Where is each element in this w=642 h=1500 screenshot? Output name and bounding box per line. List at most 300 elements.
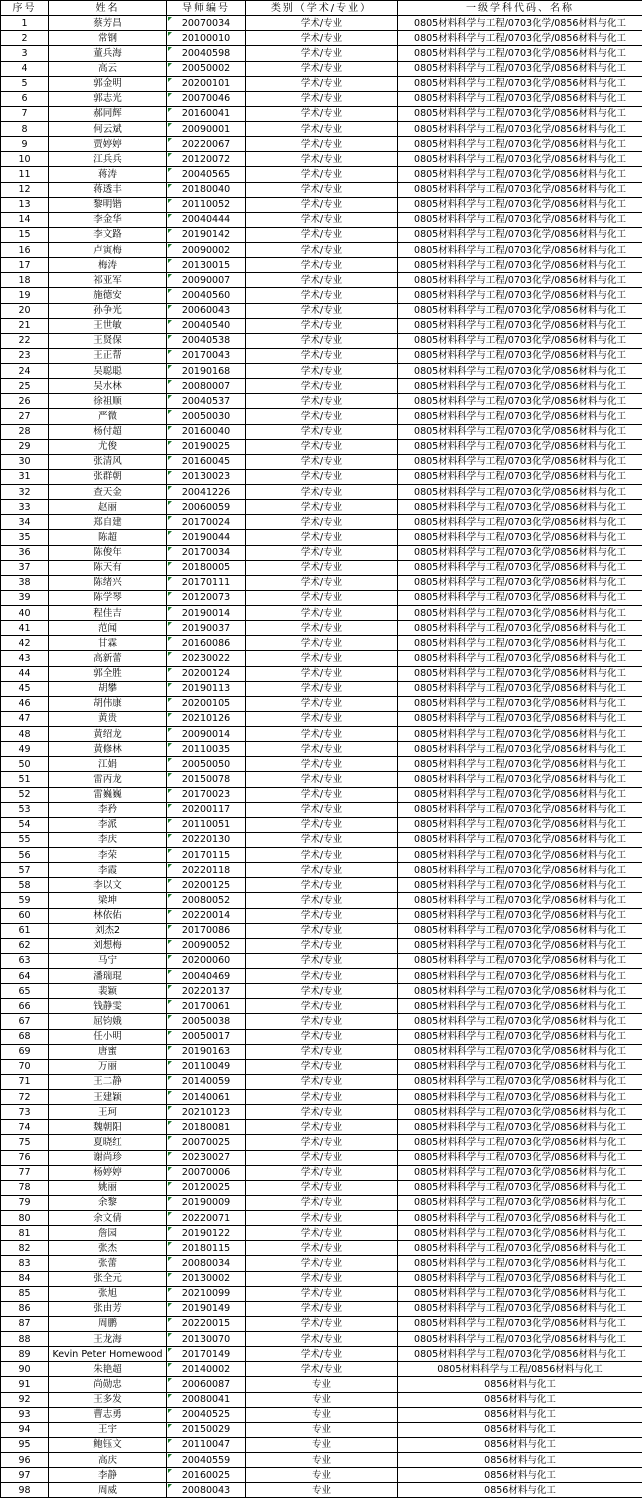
cell-name[interactable]: 常钢 [49,31,167,46]
cell-discipline[interactable]: 0805材料科学与工程/0703化学/0856材料与化工 [398,696,642,711]
cell-discipline[interactable]: 0805材料科学与工程/0703化学/0856材料与化工 [398,545,642,560]
cell-index[interactable]: 92 [1,1392,49,1407]
cell-advisor-id[interactable] [167,364,246,379]
cell-discipline[interactable]: 0805材料科学与工程/0703化学/0856材料与化工 [398,817,642,832]
cell-discipline[interactable]: 0805材料科学与工程/0703化学/0856材料与化工 [398,182,642,197]
cell-advisor-id[interactable] [167,530,246,545]
cell-category[interactable]: 专业 [246,1407,398,1422]
table-row[interactable] [1,787,642,802]
cell-advisor-id[interactable] [167,1468,246,1483]
cell-name[interactable]: 魏朝阳 [49,1120,167,1135]
cell-index[interactable]: 32 [1,485,49,500]
cell-discipline[interactable]: 0805材料科学与工程/0703化学/0856材料与化工 [398,999,642,1014]
cell-index[interactable]: 69 [1,1044,49,1059]
table-row[interactable] [1,575,642,590]
table-row[interactable] [1,515,642,530]
cell-index[interactable]: 31 [1,469,49,484]
cell-advisor-id[interactable] [167,1090,246,1105]
cell-name[interactable]: 吴聪聪 [49,364,167,379]
cell-index[interactable]: 78 [1,1180,49,1195]
cell-category[interactable]: 学术/专业 [246,621,398,636]
cell-index[interactable]: 68 [1,1029,49,1044]
cell-index[interactable]: 90 [1,1362,49,1377]
table-row[interactable] [1,409,642,424]
cell-index[interactable]: 20 [1,303,49,318]
cell-index[interactable]: 48 [1,727,49,742]
cell-name[interactable]: 王宇 [49,1422,167,1437]
cell-name[interactable]: 张全元 [49,1271,167,1286]
cell-advisor-id[interactable] [167,832,246,847]
cell-category[interactable]: 学术/专业 [246,893,398,908]
cell-advisor-id[interactable] [167,757,246,772]
cell-discipline[interactable]: 0805材料科学与工程/0703化学/0856材料与化工 [398,1014,642,1029]
cell-name[interactable]: 祁亚军 [49,273,167,288]
cell-advisor-id[interactable] [167,681,246,696]
cell-discipline[interactable]: 0805材料科学与工程/0703化学/0856材料与化工 [398,106,642,121]
cell-discipline[interactable]: 0805材料科学与工程/0703化学/0856材料与化工 [398,348,642,363]
cell-category[interactable]: 学术/专业 [246,666,398,681]
cell-name[interactable]: 黄贵 [49,711,167,726]
cell-advisor-id[interactable] [167,152,246,167]
cell-advisor-id[interactable] [167,243,246,258]
cell-discipline[interactable]: 0805材料科学与工程/0703化学/0856材料与化工 [398,530,642,545]
table-row[interactable] [1,1422,642,1437]
cell-index[interactable]: 70 [1,1059,49,1074]
cell-discipline[interactable]: 0856材料与化工 [398,1483,642,1498]
table-row[interactable] [1,1029,642,1044]
cell-category[interactable]: 学术/专业 [246,560,398,575]
table-row[interactable] [1,1362,642,1377]
cell-category[interactable]: 学术/专业 [246,1059,398,1074]
cell-index[interactable]: 77 [1,1165,49,1180]
cell-category[interactable]: 学术/专业 [246,590,398,605]
cell-name[interactable]: 王多发 [49,1392,167,1407]
cell-discipline[interactable]: 0805材料科学与工程/0703化学/0856材料与化工 [398,621,642,636]
cell-advisor-id[interactable] [167,878,246,893]
table-row[interactable] [1,1437,642,1452]
table-row[interactable] [1,621,642,636]
cell-advisor-id[interactable] [167,182,246,197]
cell-index[interactable]: 28 [1,424,49,439]
cell-category[interactable]: 学术/专业 [246,288,398,303]
cell-index[interactable]: 21 [1,318,49,333]
table-row[interactable] [1,273,642,288]
cell-category[interactable]: 学术/专业 [246,485,398,500]
cell-index[interactable]: 40 [1,606,49,621]
cell-index[interactable]: 71 [1,1074,49,1089]
cell-category[interactable]: 学术/专业 [246,500,398,515]
table-row[interactable] [1,606,642,621]
cell-category[interactable]: 学术/专业 [246,303,398,318]
cell-index[interactable]: 82 [1,1241,49,1256]
cell-name[interactable]: 詹园 [49,1226,167,1241]
cell-advisor-id[interactable] [167,848,246,863]
cell-category[interactable]: 学术/专业 [246,1211,398,1226]
table-row[interactable] [1,878,642,893]
table-row[interactable] [1,923,642,938]
cell-discipline[interactable]: 0805材料科学与工程/0703化学/0856材料与化工 [398,1211,642,1226]
cell-category[interactable]: 学术/专业 [246,409,398,424]
cell-advisor-id[interactable] [167,802,246,817]
table-row[interactable] [1,424,642,439]
cell-name[interactable]: 李静 [49,1468,167,1483]
cell-advisor-id[interactable] [167,485,246,500]
cell-index[interactable]: 30 [1,454,49,469]
cell-category[interactable]: 学术/专业 [246,91,398,106]
cell-discipline[interactable]: 0805材料科学与工程/0703化学/0856材料与化工 [398,893,642,908]
cell-category[interactable]: 学术/专业 [246,923,398,938]
cell-discipline[interactable]: 0805材料科学与工程/0703化学/0856材料与化工 [398,1301,642,1316]
cell-index[interactable]: 64 [1,969,49,984]
cell-name[interactable]: 董兵海 [49,46,167,61]
cell-advisor-id[interactable] [167,1392,246,1407]
table-row[interactable] [1,1286,642,1301]
cell-index[interactable]: 85 [1,1286,49,1301]
cell-index[interactable]: 33 [1,500,49,515]
cell-category[interactable]: 专业 [246,1483,398,1498]
cell-discipline[interactable]: 0805材料科学与工程/0703化学/0856材料与化工 [398,1044,642,1059]
cell-advisor-id[interactable] [167,621,246,636]
cell-discipline[interactable]: 0805材料科学与工程/0703化学/0856材料与化工 [398,878,642,893]
cell-advisor-id[interactable] [167,1044,246,1059]
cell-category[interactable]: 学术/专业 [246,711,398,726]
cell-discipline[interactable]: 0805材料科学与工程/0703化学/0856材料与化工 [398,1180,642,1195]
table-row[interactable] [1,772,642,787]
cell-discipline[interactable]: 0805材料科学与工程/0703化学/0856材料与化工 [398,61,642,76]
cell-category[interactable]: 学术/专业 [246,953,398,968]
cell-advisor-id[interactable] [167,76,246,91]
cell-index[interactable]: 91 [1,1377,49,1392]
cell-advisor-id[interactable] [167,1105,246,1120]
cell-index[interactable]: 51 [1,772,49,787]
cell-index[interactable]: 6 [1,91,49,106]
cell-discipline[interactable]: 0805材料科学与工程/0703化学/0856材料与化工 [398,1150,642,1165]
cell-category[interactable]: 学术/专业 [246,969,398,984]
table-row[interactable] [1,1241,642,1256]
cell-name[interactable]: 陈学琴 [49,590,167,605]
cell-name[interactable]: 张旭 [49,1286,167,1301]
cell-index[interactable]: 49 [1,742,49,757]
cell-discipline[interactable]: 0805材料科学与工程/0703化学/0856材料与化工 [398,1332,642,1347]
cell-name[interactable]: 钱静雯 [49,999,167,1014]
table-row[interactable] [1,197,642,212]
cell-index[interactable]: 15 [1,227,49,242]
table-row[interactable] [1,1074,642,1089]
cell-category[interactable]: 学术/专业 [246,318,398,333]
cell-name[interactable]: Kevin Peter Homewood [49,1347,167,1362]
cell-discipline[interactable]: 0805材料科学与工程/0703化学/0856材料与化工 [398,681,642,696]
cell-discipline[interactable]: 0856材料与化工 [398,1453,642,1468]
cell-name[interactable]: 黎明锴 [49,197,167,212]
cell-advisor-id[interactable] [167,984,246,999]
cell-category[interactable]: 学术/专业 [246,999,398,1014]
cell-category[interactable]: 学术/专业 [246,1120,398,1135]
cell-advisor-id[interactable] [167,1180,246,1195]
cell-name[interactable]: 高庆 [49,1453,167,1468]
cell-index[interactable]: 12 [1,182,49,197]
table-row[interactable] [1,31,642,46]
cell-name[interactable]: 李金华 [49,212,167,227]
cell-index[interactable]: 11 [1,167,49,182]
cell-advisor-id[interactable] [167,212,246,227]
cell-name[interactable]: 雷丙龙 [49,772,167,787]
cell-name[interactable]: 贾婷婷 [49,137,167,152]
cell-advisor-id[interactable] [167,817,246,832]
cell-name[interactable]: 李以文 [49,878,167,893]
cell-discipline[interactable]: 0805材料科学与工程/0703化学/0856材料与化工 [398,515,642,530]
cell-advisor-id[interactable] [167,1195,246,1210]
cell-discipline[interactable]: 0856材料与化工 [398,1392,642,1407]
cell-category[interactable]: 学术/专业 [246,1014,398,1029]
cell-index[interactable]: 57 [1,863,49,878]
cell-discipline[interactable]: 0805材料科学与工程/0703化学/0856材料与化工 [398,469,642,484]
table-row[interactable] [1,258,642,273]
cell-discipline[interactable]: 0805材料科学与工程/0703化学/0856材料与化工 [398,711,642,726]
cell-discipline[interactable]: 0805材料科学与工程/0703化学/0856材料与化工 [398,258,642,273]
cell-advisor-id[interactable] [167,1211,246,1226]
cell-discipline[interactable]: 0805材料科学与工程/0703化学/0856材料与化工 [398,1059,642,1074]
cell-name[interactable]: 马宁 [49,953,167,968]
cell-category[interactable]: 学术/专业 [246,681,398,696]
cell-index[interactable]: 88 [1,1332,49,1347]
cell-discipline[interactable]: 0805材料科学与工程/0703化学/0856材料与化工 [398,318,642,333]
table-row[interactable] [1,1150,642,1165]
cell-name[interactable]: 鲍钰文 [49,1437,167,1452]
cell-index[interactable]: 37 [1,560,49,575]
cell-name[interactable]: 黄修林 [49,742,167,757]
cell-name[interactable]: 周鹏 [49,1316,167,1331]
table-row[interactable] [1,469,642,484]
table-row[interactable] [1,938,642,953]
cell-name[interactable]: 徐祖顺 [49,394,167,409]
cell-advisor-id[interactable] [167,500,246,515]
table-row[interactable] [1,1483,642,1498]
table-row[interactable] [1,863,642,878]
table-row[interactable] [1,545,642,560]
cell-advisor-id[interactable] [167,469,246,484]
cell-advisor-id[interactable] [167,61,246,76]
cell-index[interactable]: 10 [1,152,49,167]
cell-discipline[interactable]: 0805材料科学与工程/0703化学/0856材料与化工 [398,666,642,681]
cell-discipline[interactable]: 0805材料科学与工程/0703化学/0856材料与化工 [398,137,642,152]
cell-discipline[interactable]: 0805材料科学与工程/0703化学/0856材料与化工 [398,1090,642,1105]
cell-discipline[interactable]: 0805材料科学与工程/0703化学/0856材料与化工 [398,772,642,787]
cell-discipline[interactable]: 0805材料科学与工程/0703化学/0856材料与化工 [398,1165,642,1180]
table-row[interactable] [1,1332,642,1347]
cell-name[interactable]: 王世敏 [49,318,167,333]
cell-index[interactable]: 52 [1,787,49,802]
cell-index[interactable]: 25 [1,379,49,394]
cell-discipline[interactable]: 0805材料科学与工程/0703化学/0856材料与化工 [398,1195,642,1210]
cell-index[interactable]: 26 [1,394,49,409]
table-row[interactable] [1,1316,642,1331]
cell-index[interactable]: 8 [1,122,49,137]
cell-category[interactable]: 学术/专业 [246,606,398,621]
cell-category[interactable]: 学术/专业 [246,227,398,242]
cell-name[interactable]: 万丽 [49,1059,167,1074]
cell-name[interactable]: 张由芳 [49,1301,167,1316]
table-row[interactable] [1,122,642,137]
table-row[interactable] [1,817,642,832]
cell-category[interactable]: 学术/专业 [246,122,398,137]
table-row[interactable] [1,1226,642,1241]
table-row[interactable] [1,1090,642,1105]
cell-index[interactable]: 74 [1,1120,49,1135]
table-row[interactable] [1,651,642,666]
cell-index[interactable]: 89 [1,1347,49,1362]
cell-category[interactable]: 学术/专业 [246,1241,398,1256]
table-row[interactable] [1,1014,642,1029]
cell-index[interactable]: 14 [1,212,49,227]
cell-discipline[interactable]: 0805材料科学与工程/0703化学/0856材料与化工 [398,485,642,500]
cell-index[interactable]: 16 [1,243,49,258]
cell-name[interactable]: 郭全胜 [49,666,167,681]
cell-advisor-id[interactable] [167,1256,246,1271]
cell-name[interactable]: 郭金明 [49,76,167,91]
cell-advisor-id[interactable] [167,1014,246,1029]
cell-category[interactable]: 学术/专业 [246,1180,398,1195]
table-row[interactable] [1,61,642,76]
cell-name[interactable]: 尤俊 [49,439,167,454]
cell-advisor-id[interactable] [167,590,246,605]
table-row[interactable] [1,1453,642,1468]
cell-category[interactable]: 学术/专业 [246,348,398,363]
cell-advisor-id[interactable] [167,439,246,454]
cell-advisor-id[interactable] [167,696,246,711]
table-row[interactable] [1,394,642,409]
cell-advisor-id[interactable] [167,333,246,348]
cell-category[interactable]: 学术/专业 [246,908,398,923]
cell-name[interactable]: 蒋透丰 [49,182,167,197]
cell-category[interactable]: 学术/专业 [246,1332,398,1347]
cell-index[interactable]: 86 [1,1301,49,1316]
cell-advisor-id[interactable] [167,137,246,152]
cell-name[interactable]: 张清风 [49,454,167,469]
cell-discipline[interactable]: 0805材料科学与工程/0703化学/0856材料与化工 [398,1105,642,1120]
cell-name[interactable]: 卢寅梅 [49,243,167,258]
cell-advisor-id[interactable] [167,772,246,787]
cell-name[interactable]: 蔡芳昌 [49,16,167,31]
table-row[interactable] [1,439,642,454]
cell-discipline[interactable]: 0805材料科学与工程/0703化学/0856材料与化工 [398,651,642,666]
cell-advisor-id[interactable] [167,197,246,212]
cell-category[interactable]: 学术/专业 [246,1301,398,1316]
cell-discipline[interactable]: 0805材料科学与工程/0703化学/0856材料与化工 [398,91,642,106]
cell-index[interactable]: 67 [1,1014,49,1029]
cell-advisor-id[interactable] [167,1074,246,1089]
cell-name[interactable]: 查天金 [49,485,167,500]
table-row[interactable] [1,1392,642,1407]
table-row[interactable] [1,333,642,348]
cell-advisor-id[interactable] [167,1347,246,1362]
cell-advisor-id[interactable] [167,31,246,46]
cell-advisor-id[interactable] [167,1165,246,1180]
cell-discipline[interactable]: 0805材料科学与工程/0703化学/0856材料与化工 [398,1074,642,1089]
cell-advisor-id[interactable] [167,651,246,666]
cell-category[interactable]: 学术/专业 [246,16,398,31]
table-row[interactable] [1,106,642,121]
cell-advisor-id[interactable] [167,227,246,242]
cell-advisor-id[interactable] [167,1483,246,1498]
cell-category[interactable]: 专业 [246,1453,398,1468]
cell-advisor-id[interactable] [167,1286,246,1301]
cell-category[interactable]: 学术/专业 [246,1150,398,1165]
cell-name[interactable]: 胡伟康 [49,696,167,711]
cell-name[interactable]: 何云斌 [49,122,167,137]
cell-category[interactable]: 学术/专业 [246,545,398,560]
cell-index[interactable]: 35 [1,530,49,545]
cell-category[interactable]: 学术/专业 [246,152,398,167]
cell-advisor-id[interactable] [167,303,246,318]
cell-category[interactable]: 学术/专业 [246,1135,398,1150]
cell-discipline[interactable]: 0805材料科学与工程/0703化学/0856材料与化工 [398,152,642,167]
cell-category[interactable]: 学术/专业 [246,394,398,409]
cell-index[interactable]: 81 [1,1226,49,1241]
cell-discipline[interactable]: 0805材料科学与工程/0703化学/0856材料与化工 [398,969,642,984]
cell-advisor-id[interactable] [167,560,246,575]
cell-index[interactable]: 60 [1,908,49,923]
table-row[interactable] [1,1059,642,1074]
cell-index[interactable]: 53 [1,802,49,817]
cell-index[interactable]: 43 [1,651,49,666]
cell-advisor-id[interactable] [167,893,246,908]
cell-name[interactable]: 程佳吉 [49,606,167,621]
cell-discipline[interactable]: 0805材料科学与工程/0703化学/0856材料与化工 [398,575,642,590]
cell-index[interactable]: 17 [1,258,49,273]
cell-discipline[interactable]: 0805材料科学与工程/0703化学/0856材料与化工 [398,802,642,817]
cell-index[interactable]: 66 [1,999,49,1014]
cell-discipline[interactable]: 0805材料科学与工程/0703化学/0856材料与化工 [398,16,642,31]
cell-advisor-id[interactable] [167,606,246,621]
cell-discipline[interactable]: 0805材料科学与工程/0703化学/0856材料与化工 [398,46,642,61]
cell-name[interactable]: 高新蕾 [49,651,167,666]
cell-name[interactable]: 梁坤 [49,893,167,908]
cell-discipline[interactable]: 0805材料科学与工程/0703化学/0856材料与化工 [398,953,642,968]
cell-index[interactable]: 98 [1,1483,49,1498]
cell-category[interactable]: 学术/专业 [246,137,398,152]
cell-category[interactable]: 学术/专业 [246,243,398,258]
cell-discipline[interactable]: 0805材料科学与工程/0703化学/0856材料与化工 [398,984,642,999]
cell-category[interactable]: 学术/专业 [246,197,398,212]
cell-name[interactable]: 黄绍龙 [49,727,167,742]
cell-index[interactable]: 76 [1,1150,49,1165]
cell-category[interactable]: 学术/专业 [246,1074,398,1089]
cell-discipline[interactable]: 0805材料科学与工程/0703化学/0856材料与化工 [398,333,642,348]
cell-advisor-id[interactable] [167,908,246,923]
table-row[interactable] [1,848,642,863]
cell-index[interactable]: 95 [1,1437,49,1452]
cell-category[interactable]: 学术/专业 [246,212,398,227]
cell-index[interactable]: 36 [1,545,49,560]
cell-name[interactable]: 李霞 [49,863,167,878]
cell-name[interactable]: 王龙海 [49,1332,167,1347]
cell-name[interactable]: 夏晓红 [49,1135,167,1150]
cell-discipline[interactable]: 0805材料科学与工程/0703化学/0856材料与化工 [398,303,642,318]
cell-advisor-id[interactable] [167,938,246,953]
cell-category[interactable]: 学术/专业 [246,1165,398,1180]
cell-category[interactable]: 学术/专业 [246,742,398,757]
cell-name[interactable]: 李派 [49,817,167,832]
cell-category[interactable]: 学术/专业 [246,757,398,772]
cell-category[interactable]: 学术/专业 [246,76,398,91]
cell-index[interactable]: 73 [1,1105,49,1120]
cell-name[interactable]: 张杰 [49,1241,167,1256]
cell-name[interactable]: 曹志勇 [49,1407,167,1422]
cell-category[interactable]: 学术/专业 [246,106,398,121]
cell-name[interactable]: 江娟 [49,757,167,772]
cell-category[interactable]: 学术/专业 [246,1316,398,1331]
cell-discipline[interactable]: 0805材料科学与工程/0703化学/0856材料与化工 [398,832,642,847]
